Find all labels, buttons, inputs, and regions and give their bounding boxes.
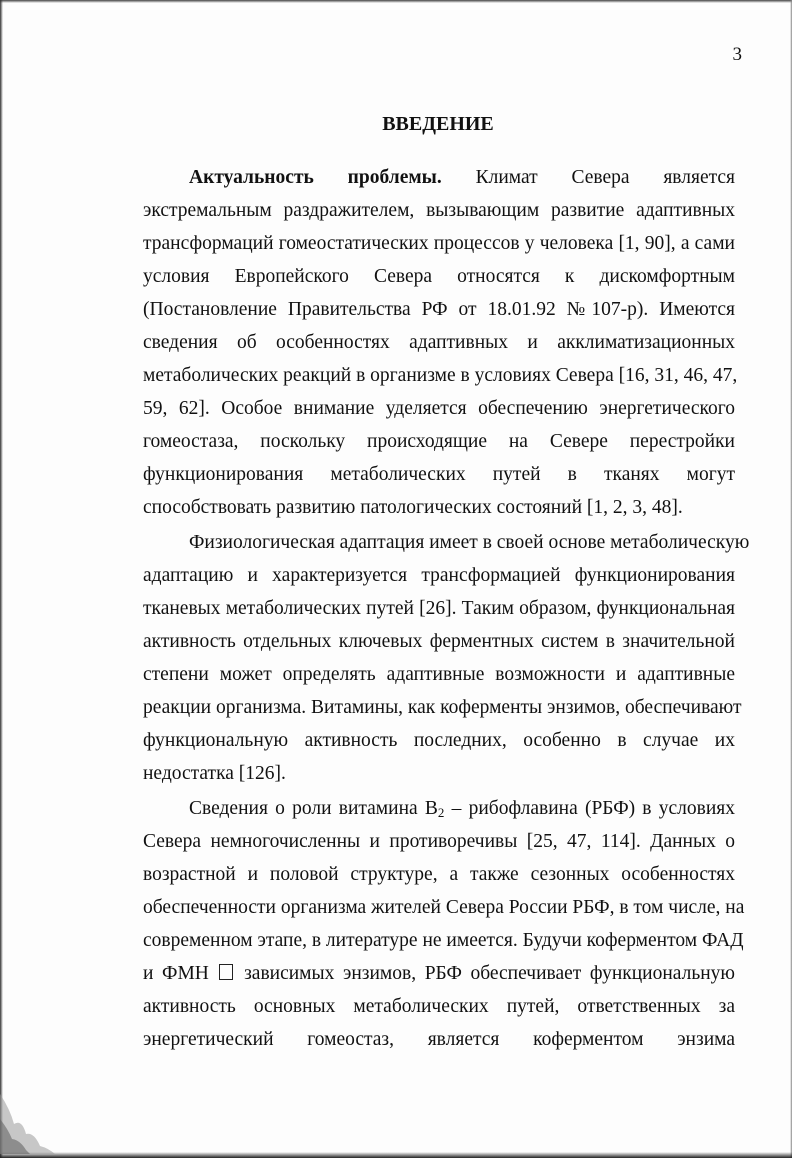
paragraph1-line: гомеостаза, поскольку происходящие на Севере перестройки <box>143 431 735 452</box>
paragraph1-line: экстремальным раздражителем, вызывающим развитие адаптивных <box>143 200 735 221</box>
lead-bold-word-2: проблемы. <box>347 167 442 188</box>
paragraph3-line: современном этапе, в литературе не имеется. Будучи коферментом ФАД <box>143 930 744 951</box>
paragraph3-line: возрастной и половой структуре, а также сезонных особенностях <box>143 864 735 885</box>
paragraph2-line: тканевых метаболических путей [26]. Таким образом, функциональная <box>143 598 735 619</box>
scan-edge-left <box>0 0 3 1158</box>
paragraph1-line: сведения об особенностях адаптивных и акклиматизационных <box>143 332 735 353</box>
page-number: 3 <box>732 44 742 65</box>
paragraph3-line-1-start: Сведения о роли витамина В <box>189 798 438 819</box>
missing-glyph-box-icon <box>219 964 233 980</box>
paragraph1-line: условия Европейского Севера относятся к дискомфортным <box>143 266 735 287</box>
paragraph1-line: (Постановление Правительства РФ от 18.01.92 №107-р). Имеются <box>143 299 735 320</box>
page-title: ВВЕДЕНИЕ <box>382 113 494 135</box>
corner-smudge <box>0 1074 60 1154</box>
paragraph3-line: энергетический гомеостаз, является коферментом энзима <box>143 1029 735 1050</box>
paragraph1-line: метаболических реакций в организме в условиях Севера [16, 31, 46, 47, <box>143 365 738 386</box>
paragraph3-line-6-end: зависимых энзимов, РБФ обеспечивает функциональную <box>244 963 735 984</box>
paragraph2-line: активность отдельных ключевых ферментных систем в значительной <box>143 631 735 652</box>
subscript-two: 2 <box>437 805 445 820</box>
paragraph2-last-line: недостатка [126]. <box>143 763 286 784</box>
paragraph2-line: Физиологическая адаптация имеет в своей основе метаболическую <box>189 532 750 553</box>
lead-bold-word-1: Актуальность <box>189 167 314 188</box>
paragraph2-line: функциональную активность последних, особенно в случае их <box>143 730 735 751</box>
paragraph1-line-1 <box>189 162 735 194</box>
paragraph1-line-1-rest: Климат Севера является <box>475 167 735 188</box>
paragraph1-line: 59, 62]. Особое внимание уделяется обеспечению энергетического <box>143 398 735 419</box>
scan-edge-bottom <box>0 1152 792 1158</box>
scan-edge-top <box>0 0 792 3</box>
paragraph3-line: активность основных метаболических путей, ответственных за <box>143 996 735 1017</box>
paragraph2-line: реакции организма. Витамины, как коферменты энзимов, обеспечивают <box>143 697 742 718</box>
paragraph2-line: степени может определять адаптивные возможности и адаптивные <box>143 664 735 685</box>
paragraph3-line: обеспеченности организма жителей Севера России РБФ, в том числе, на <box>143 897 745 918</box>
paragraph1-line: трансформаций гомеостатических процессов у человека [1, 90], а сами <box>143 233 735 254</box>
paragraph1-line: функционирования метаболических путей в тканях могут <box>143 464 735 485</box>
paragraph2-line: адаптацию и характеризуется трансформацией функционирования <box>143 565 735 586</box>
paragraph3-line-6-start: и ФМН <box>143 963 209 984</box>
paragraph3-line: Севера немногочисленны и противоречивы [25, 47, 114]. Данных о <box>143 831 735 852</box>
paragraph1-last-line: способствовать развитию патологических состояний [1, 2, 3, 48]. <box>143 497 683 518</box>
paragraph3-line-6 <box>143 958 735 990</box>
paragraph3-line-1-end: – рибофлавина (РБФ) в условиях <box>444 798 735 819</box>
paragraph3-line-1 <box>189 793 735 825</box>
